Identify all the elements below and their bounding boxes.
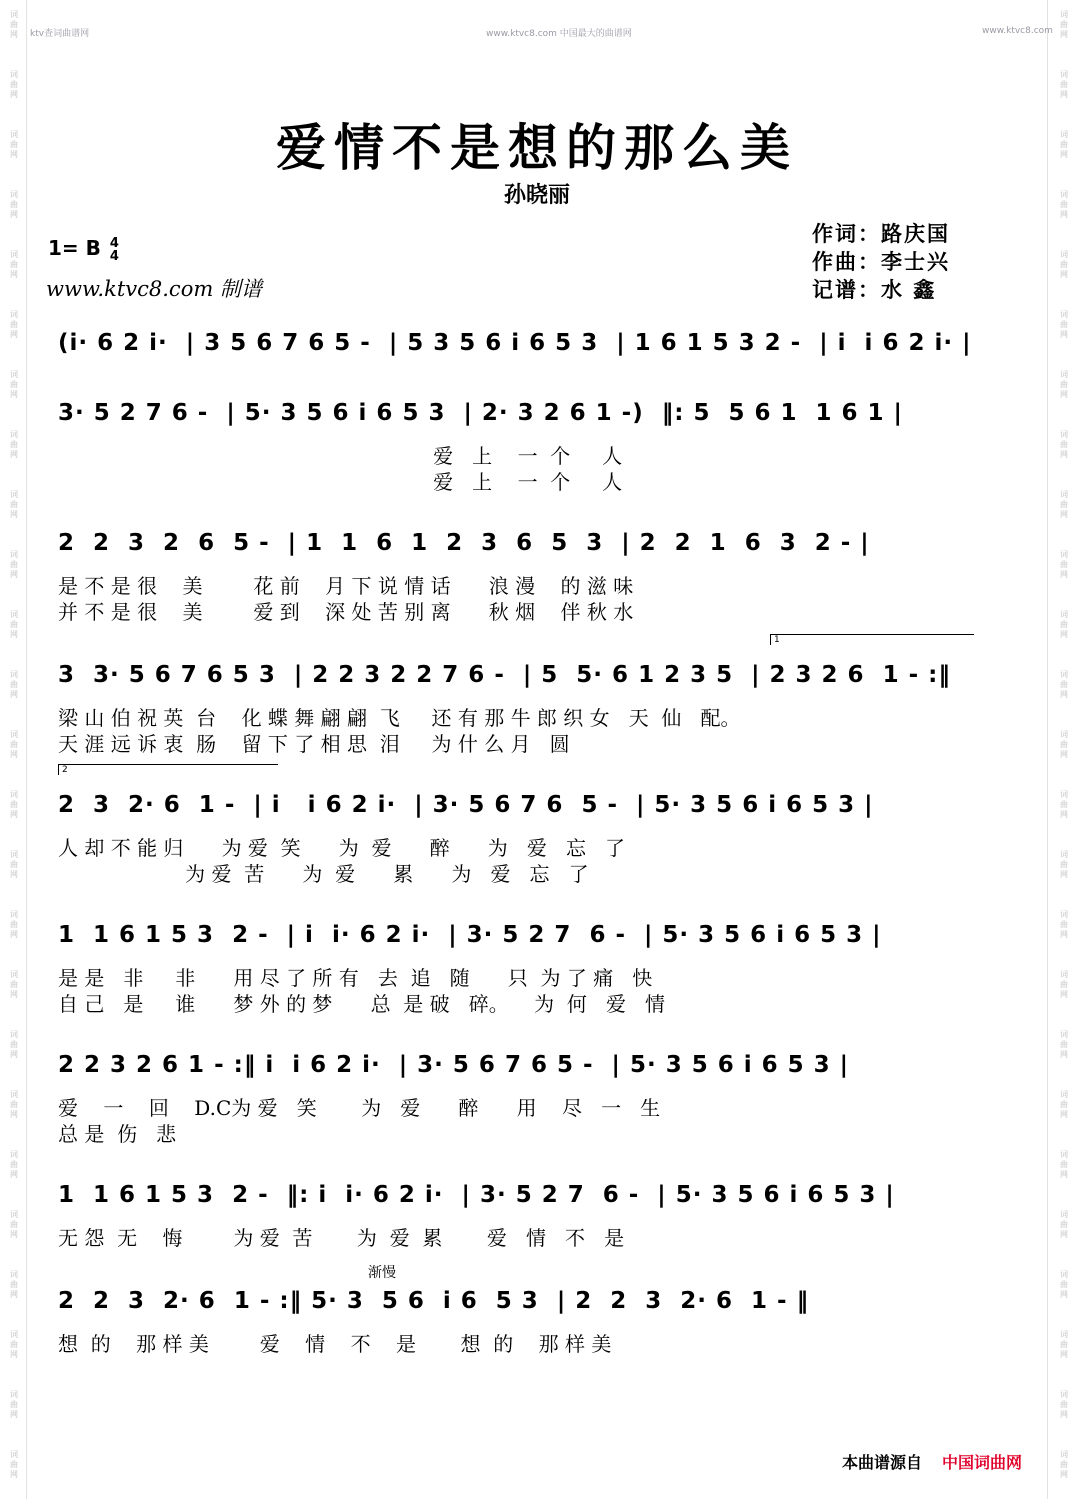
lyricist-credit: 作词：路庆国 xyxy=(812,222,950,246)
side-watermark: 词 曲 网 xyxy=(10,1090,18,1119)
lyric-line: 总 是 伤 悲 xyxy=(58,1122,177,1146)
side-watermark: 词 曲 网 xyxy=(10,1150,18,1179)
side-watermark: 词 曲 网 xyxy=(10,1030,18,1059)
side-watermark: 词 曲 网 xyxy=(1060,1390,1068,1419)
side-watermark: 词 曲 网 xyxy=(10,10,18,39)
notation-line: 2 2 3 2 6 1 - :‖ i i 6 2 i· | 3· 5 6 7 6 5 - | 5· 3 5 6 i 6 5 3 | xyxy=(58,1052,850,1078)
side-watermark: 词 曲 网 xyxy=(10,70,18,99)
side-watermark: 词 曲 网 xyxy=(1060,790,1068,819)
side-watermark: 词 曲 网 xyxy=(10,130,18,159)
notation-line: 2 3 2· 6 1 - | i i 6 2 i· | 3· 5 6 7 6 5 - | 5· 3 5 6 i 6 5 3 | xyxy=(58,792,874,818)
volta-first-ending: 1 xyxy=(770,634,974,645)
time-signature xyxy=(110,237,119,263)
lyric-line: 爱 一 回 D.C为 爱 笑 为 爱 醉 用 尽 一 生 xyxy=(58,1096,661,1120)
side-watermark: 词 曲 网 xyxy=(10,310,18,339)
side-watermark: 词 曲 网 xyxy=(1060,970,1068,999)
side-watermark: 词 曲 网 xyxy=(10,910,18,939)
side-watermark: 词 曲 网 xyxy=(1060,910,1068,939)
side-watermark: 词 曲 网 xyxy=(1060,70,1068,99)
side-watermark: 词 曲 网 xyxy=(10,1450,18,1479)
side-watermark: 词 曲 网 xyxy=(1060,610,1068,639)
side-watermark: 词 曲 网 xyxy=(1060,190,1068,219)
key-signature xyxy=(48,236,119,263)
composer-credit: 作曲：李士兴 xyxy=(812,250,950,274)
side-watermark: 词 曲 网 xyxy=(1060,1030,1068,1059)
header-left: ktv查词曲谱网 xyxy=(30,29,90,39)
side-watermark: 词 曲 网 xyxy=(10,250,18,279)
song-title: 爱情不是想的那么美 xyxy=(276,118,798,177)
lyric-line: 爱 上 一 个 人 xyxy=(58,444,623,468)
side-watermark: 词 曲 网 xyxy=(10,730,18,759)
side-watermark: 词 曲 网 xyxy=(10,1390,18,1419)
side-watermark: 词 曲 网 xyxy=(1060,1210,1068,1239)
side-watermark: 词 曲 网 xyxy=(10,430,18,459)
source-label: 本曲谱源自 xyxy=(842,1453,923,1472)
notation-line: 3· 5 2 7 6 - | 5· 3 5 6 i 6 5 3 | 2· 3 2 6 1 -) ‖: 5 5 6 1 1 6 1 | xyxy=(58,400,903,426)
side-watermark: 词 曲 网 xyxy=(10,850,18,879)
transcriber-credit: 记谱：水 鑫 xyxy=(812,278,937,302)
singer-name: 孙晓丽 xyxy=(503,183,570,208)
side-watermark: 词 曲 网 xyxy=(1060,850,1068,879)
notation-line: 1 1 6 1 5 3 2 - | i i· 6 2 i· | 3· 5 2 7 6 - | 5· 3 5 6 i 6 5 3 | xyxy=(58,922,882,948)
lyric-line: 是 是 非 非 用 尽 了 所 有 去 追 随 只 为 了 痛 快 xyxy=(58,966,653,990)
source-note xyxy=(842,1450,1022,1473)
lyric-line: 为 爱 苦 为 爱 累 为 爱 忘 了 xyxy=(58,862,589,886)
side-watermark: 词 曲 网 xyxy=(1060,670,1068,699)
key-prefix: 1= B xyxy=(48,236,101,260)
side-watermark: 词 曲 网 xyxy=(1060,130,1068,159)
side-watermark: 词 曲 网 xyxy=(10,610,18,639)
notation-line: 3 3· 5 6 7 6 5 3 | 2 2 3 2 2 7 6 - | 5 5· 6 1 2 3 5 | 2 3 2 6 1 - :‖ xyxy=(58,662,951,688)
notation-line: 2 2 3 2· 6 1 - :‖ 5· 3 5 6 i 6 5 3 | 2 2 3 2· 6 1 - ‖ xyxy=(58,1288,810,1314)
side-watermark: 词 曲 网 xyxy=(1060,430,1068,459)
lyric-line: 无 怨 无 悔 为 爱 苦 为 爱 累 爱 情 不 是 xyxy=(58,1226,625,1250)
notation-line: 1 1 6 1 5 3 2 - ‖: i i· 6 2 i· | 3· 5 2 7 6 - | 5· 3 5 6 i 6 5 3 | xyxy=(58,1182,895,1208)
lyric-line: 自 己 是 谁 梦 外 的 梦 总 是 破 碎。 为 何 爱 情 xyxy=(58,992,666,1016)
notation-line: (i· 6 2 i· | 3 5 6 7 6 5 - | 5 3 5 6 i 6 5 3 | 1 6 1 5 3 2 - | i i 6 2 i· | xyxy=(58,330,972,356)
lyric-line: 天 涯 远 诉 衷 肠 留 下 了 相 思 泪 为 什 么 月 圆 xyxy=(58,732,570,756)
source-brand: 中国词曲网 xyxy=(942,1453,1023,1472)
side-watermark: 词 曲 网 xyxy=(10,970,18,999)
side-watermark: 词 曲 网 xyxy=(10,370,18,399)
side-watermark: 词 曲 网 xyxy=(1060,490,1068,519)
side-watermark: 词 曲 网 xyxy=(1060,1450,1068,1479)
side-watermark: 词 曲 网 xyxy=(10,1270,18,1299)
volta-second-ending: 2 xyxy=(58,764,278,775)
side-watermark: 词 曲 网 xyxy=(1060,1330,1068,1359)
side-watermark: 词 曲 网 xyxy=(1060,550,1068,579)
lyric-line: 爱 上 一 个 人 xyxy=(58,470,623,494)
tempo-mark: 渐慢 xyxy=(368,1265,396,1281)
side-watermark: 词 曲 网 xyxy=(10,190,18,219)
side-watermark: 词 曲 网 xyxy=(10,1210,18,1239)
time-numerator: 4 xyxy=(109,235,119,251)
side-watermark: 词 曲 网 xyxy=(10,490,18,519)
side-watermark: 词 曲 网 xyxy=(1060,250,1068,279)
side-watermark: 词 曲 网 xyxy=(1060,730,1068,759)
side-watermark: 词 曲 网 xyxy=(1060,1270,1068,1299)
side-watermark: 词 曲 网 xyxy=(1060,10,1068,39)
lyric-line: 是 不 是 很 美 花 前 月 下 说 情 话 浪 漫 的 滋 味 xyxy=(58,574,634,598)
side-watermark: 词 曲 网 xyxy=(1060,1150,1068,1179)
lyric-line: 想 的 那 样 美 爱 情 不 是 想 的 那 样 美 xyxy=(58,1332,612,1356)
side-watermark: 词 曲 网 xyxy=(1060,310,1068,339)
time-denominator: 4 xyxy=(109,248,119,264)
header-right: www.ktvc8.com xyxy=(982,26,1053,36)
notation-line: 2 2 3 2 6 5 - | 1 1 6 1 2 3 6 5 3 | 2 2 1 6 3 2 - | xyxy=(58,530,870,556)
lyric-line: 人 却 不 能 归 为 爱 笑 为 爱 醉 为 爱 忘 了 xyxy=(58,836,626,860)
side-watermark: 词 曲 网 xyxy=(10,550,18,579)
side-watermark: 词 曲 网 xyxy=(10,790,18,819)
side-watermark: 词 曲 网 xyxy=(10,670,18,699)
side-watermark: 词 曲 网 xyxy=(1060,370,1068,399)
side-watermark: 词 曲 网 xyxy=(10,1330,18,1359)
lyric-line: 梁 山 伯 祝 英 台 化 蝶 舞 翩 翩 飞 还 有 那 牛 郎 织 女 天 仙 配。 xyxy=(58,706,741,730)
lyric-line: 并 不 是 很 美 爱 到 深 处 苦 别 离 秋 烟 伴 秋 水 xyxy=(58,600,634,624)
header-center: www.ktvc8.com 中国最大的曲谱网 xyxy=(486,29,632,39)
site-note: www.ktvc8.com 制谱 xyxy=(46,277,262,301)
side-watermark: 词 曲 网 xyxy=(1060,1090,1068,1119)
